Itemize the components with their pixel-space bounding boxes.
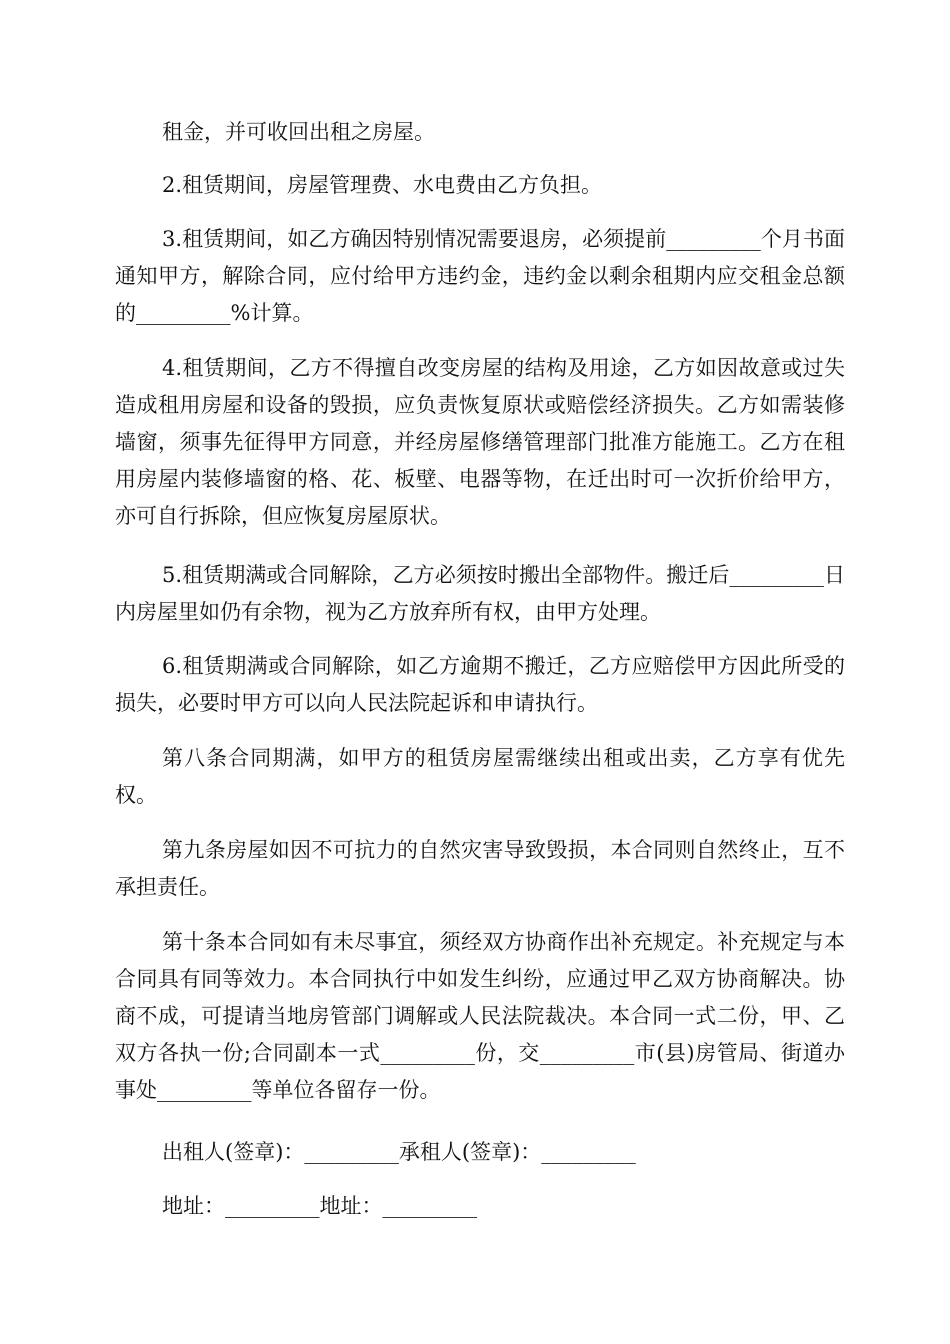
- address-line: 地址：_________地址：_________: [162, 1194, 477, 1218]
- paragraph-clause-6: 6.租赁期满或合同解除，如乙方逾期不搬迁，乙方应赔偿甲方因此所受的损失，必要时甲方可以向人民法院起诉和申请执行。: [115, 654, 845, 715]
- paragraph-rent-clause: 租金，并可收回出租之房屋。: [162, 120, 435, 144]
- paragraph-article-8: 第八条合同期满，如甲方的租赁房屋需继续出租或出卖，乙方享有优先权。: [115, 746, 845, 807]
- paragraph-clause-3: 3.租赁期间，如乙方确因特别情况需要退房，必须提前_________个月书面通知甲方，解除合同，应付给甲方违约金，违约金以剩余租期内应交租金总额的_________%计算。: [115, 227, 845, 325]
- paragraph-article-10: 第十条本合同如有未尽事宜，须经双方协商作出补充规定。补充规定与本合同具有同等效力。本合同执行中如发生纠纷，应通过甲乙双方协商解决。协商不成，可提请当地房管部门调解或人民法院裁决。本合同一式二份，甲、乙双方各执一份;合同副本一式_________份，交_________市(县)房管局、街道办事处_________等单位各留存一份。: [115, 930, 845, 1102]
- signature-line: 出租人(签章)：_________承租人(签章)：_________: [162, 1140, 636, 1164]
- paragraph-clause-5: 5.租赁期满或合同解除，乙方必须按时搬出全部物件。搬迁后_________日内房屋里如仍有余物，视为乙方放弃所有权，由甲方处理。: [115, 563, 845, 624]
- paragraph-clause-2: 2.租赁期间，房屋管理费、水电费由乙方负担。: [162, 173, 603, 197]
- paragraph-article-9: 第九条房屋如因不可抗力的自然灾害导致毁损，本合同则自然终止，互不承担责任。: [115, 838, 845, 899]
- paragraph-clause-4: 4.租赁期间，乙方不得擅自改变房屋的结构及用途，乙方如因故意或过失造成租用房屋和设备的毁损，应负责恢复原状或赔偿经济损失。乙方如需装修墙窗，须事先征得甲方同意，并经房屋修缮管理部门批准方能施工。乙方在租用房屋内装修墙窗的格、花、板壁、电器等物，在迁出时可一次折价给甲方，亦可自行拆除，但应恢复房屋原状。: [115, 356, 845, 528]
